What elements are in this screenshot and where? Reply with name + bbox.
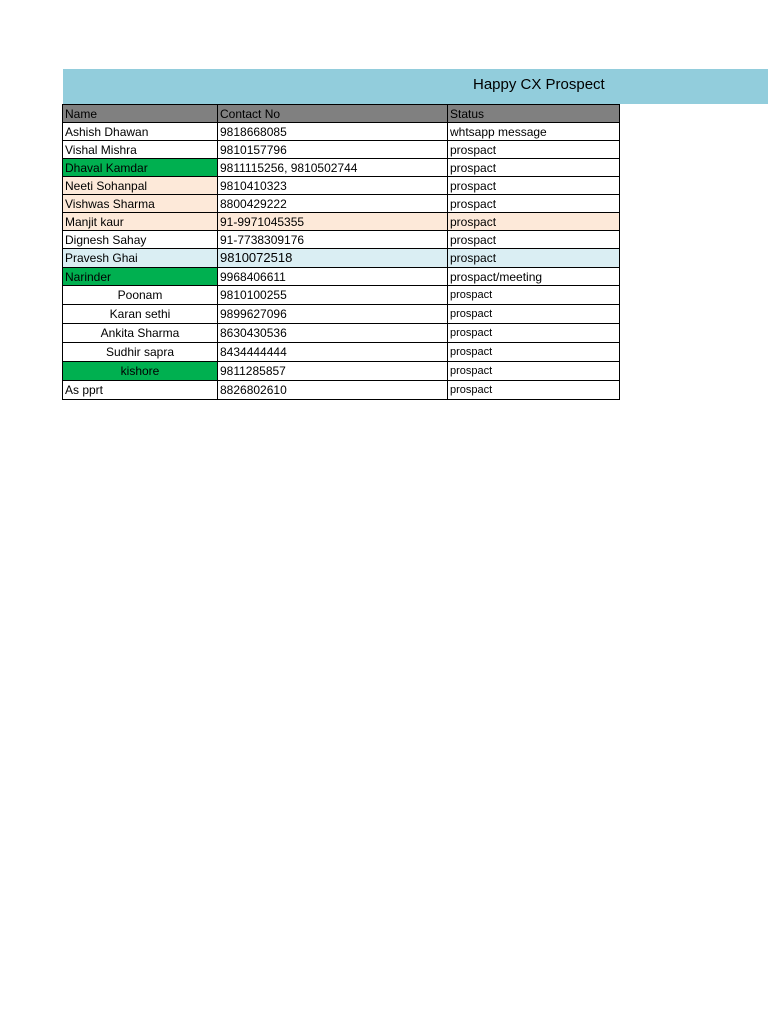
name-cell[interactable]: As pprt [63,381,218,400]
name-cell[interactable]: kishore [63,362,218,381]
table-row [63,159,620,177]
header-contact[interactable]: Contact No [218,105,448,123]
table-row [63,268,620,286]
table-row [63,286,620,305]
table-row [63,362,620,381]
status-cell[interactable]: whtsapp message [448,123,620,141]
name-cell[interactable]: Vishal Mishra [63,141,218,159]
contact-cell[interactable]: 8434444444 [218,343,448,362]
contact-cell[interactable]: 8800429222 [218,195,448,213]
status-cell[interactable]: prospact [448,249,620,268]
table-row [63,141,620,159]
status-cell[interactable]: prospact [448,362,620,381]
table-row [63,123,620,141]
status-cell[interactable]: prospact [448,286,620,305]
contact-cell[interactable]: 8630430536 [218,324,448,343]
name-cell[interactable]: Manjit kaur [63,213,218,231]
name-cell[interactable]: Dhaval Kamdar [63,159,218,177]
header-row [63,105,620,123]
name-cell[interactable]: Narinder [63,268,218,286]
sheet-title: Happy CX Prospect [473,76,605,93]
status-cell[interactable]: prospact [448,195,620,213]
table-row [63,177,620,195]
name-cell[interactable]: Neeti Sohanpal [63,177,218,195]
contact-cell[interactable]: 9810157796 [218,141,448,159]
contact-cell[interactable]: 9818668085 [218,123,448,141]
name-cell[interactable]: Poonam [63,286,218,305]
contact-cell[interactable]: 91-7738309176 [218,231,448,249]
contact-cell[interactable]: 9811285857 [218,362,448,381]
table-row [63,213,620,231]
contact-cell[interactable]: 9810072518 [218,249,448,268]
contact-cell[interactable]: 91-9971045355 [218,213,448,231]
name-cell[interactable]: Vishwas Sharma [63,195,218,213]
status-cell[interactable]: prospact [448,159,620,177]
header-status[interactable]: Status [448,105,620,123]
name-cell[interactable]: Ashish Dhawan [63,123,218,141]
name-cell[interactable]: Pravesh Ghai [63,249,218,268]
contact-cell[interactable]: 8826802610 [218,381,448,400]
status-cell[interactable]: prospact [448,381,620,400]
contact-cell[interactable]: 9968406611 [218,268,448,286]
contact-cell[interactable]: 9810100255 [218,286,448,305]
name-cell[interactable]: Dignesh Sahay [63,231,218,249]
table-row [63,249,620,268]
contact-cell[interactable]: 9899627096 [218,305,448,324]
title-banner [63,69,768,104]
header-name[interactable]: Name [63,105,218,123]
status-cell[interactable]: prospact/meeting [448,268,620,286]
status-cell[interactable]: prospact [448,213,620,231]
prospect-table [62,104,620,400]
contact-cell[interactable]: 9810410323 [218,177,448,195]
status-cell[interactable]: prospact [448,305,620,324]
table-row [63,343,620,362]
table-row [63,305,620,324]
contact-cell[interactable]: 9811115256, 9810502744 [218,159,448,177]
table-row [63,381,620,400]
table-row [63,231,620,249]
table-row [63,195,620,213]
name-cell[interactable]: Ankita Sharma [63,324,218,343]
status-cell[interactable]: prospact [448,141,620,159]
status-cell[interactable]: prospact [448,177,620,195]
status-cell[interactable]: prospact [448,231,620,249]
status-cell[interactable]: prospact [448,343,620,362]
name-cell[interactable]: Sudhir sapra [63,343,218,362]
table-row [63,324,620,343]
name-cell[interactable]: Karan sethi [63,305,218,324]
status-cell[interactable]: prospact [448,324,620,343]
